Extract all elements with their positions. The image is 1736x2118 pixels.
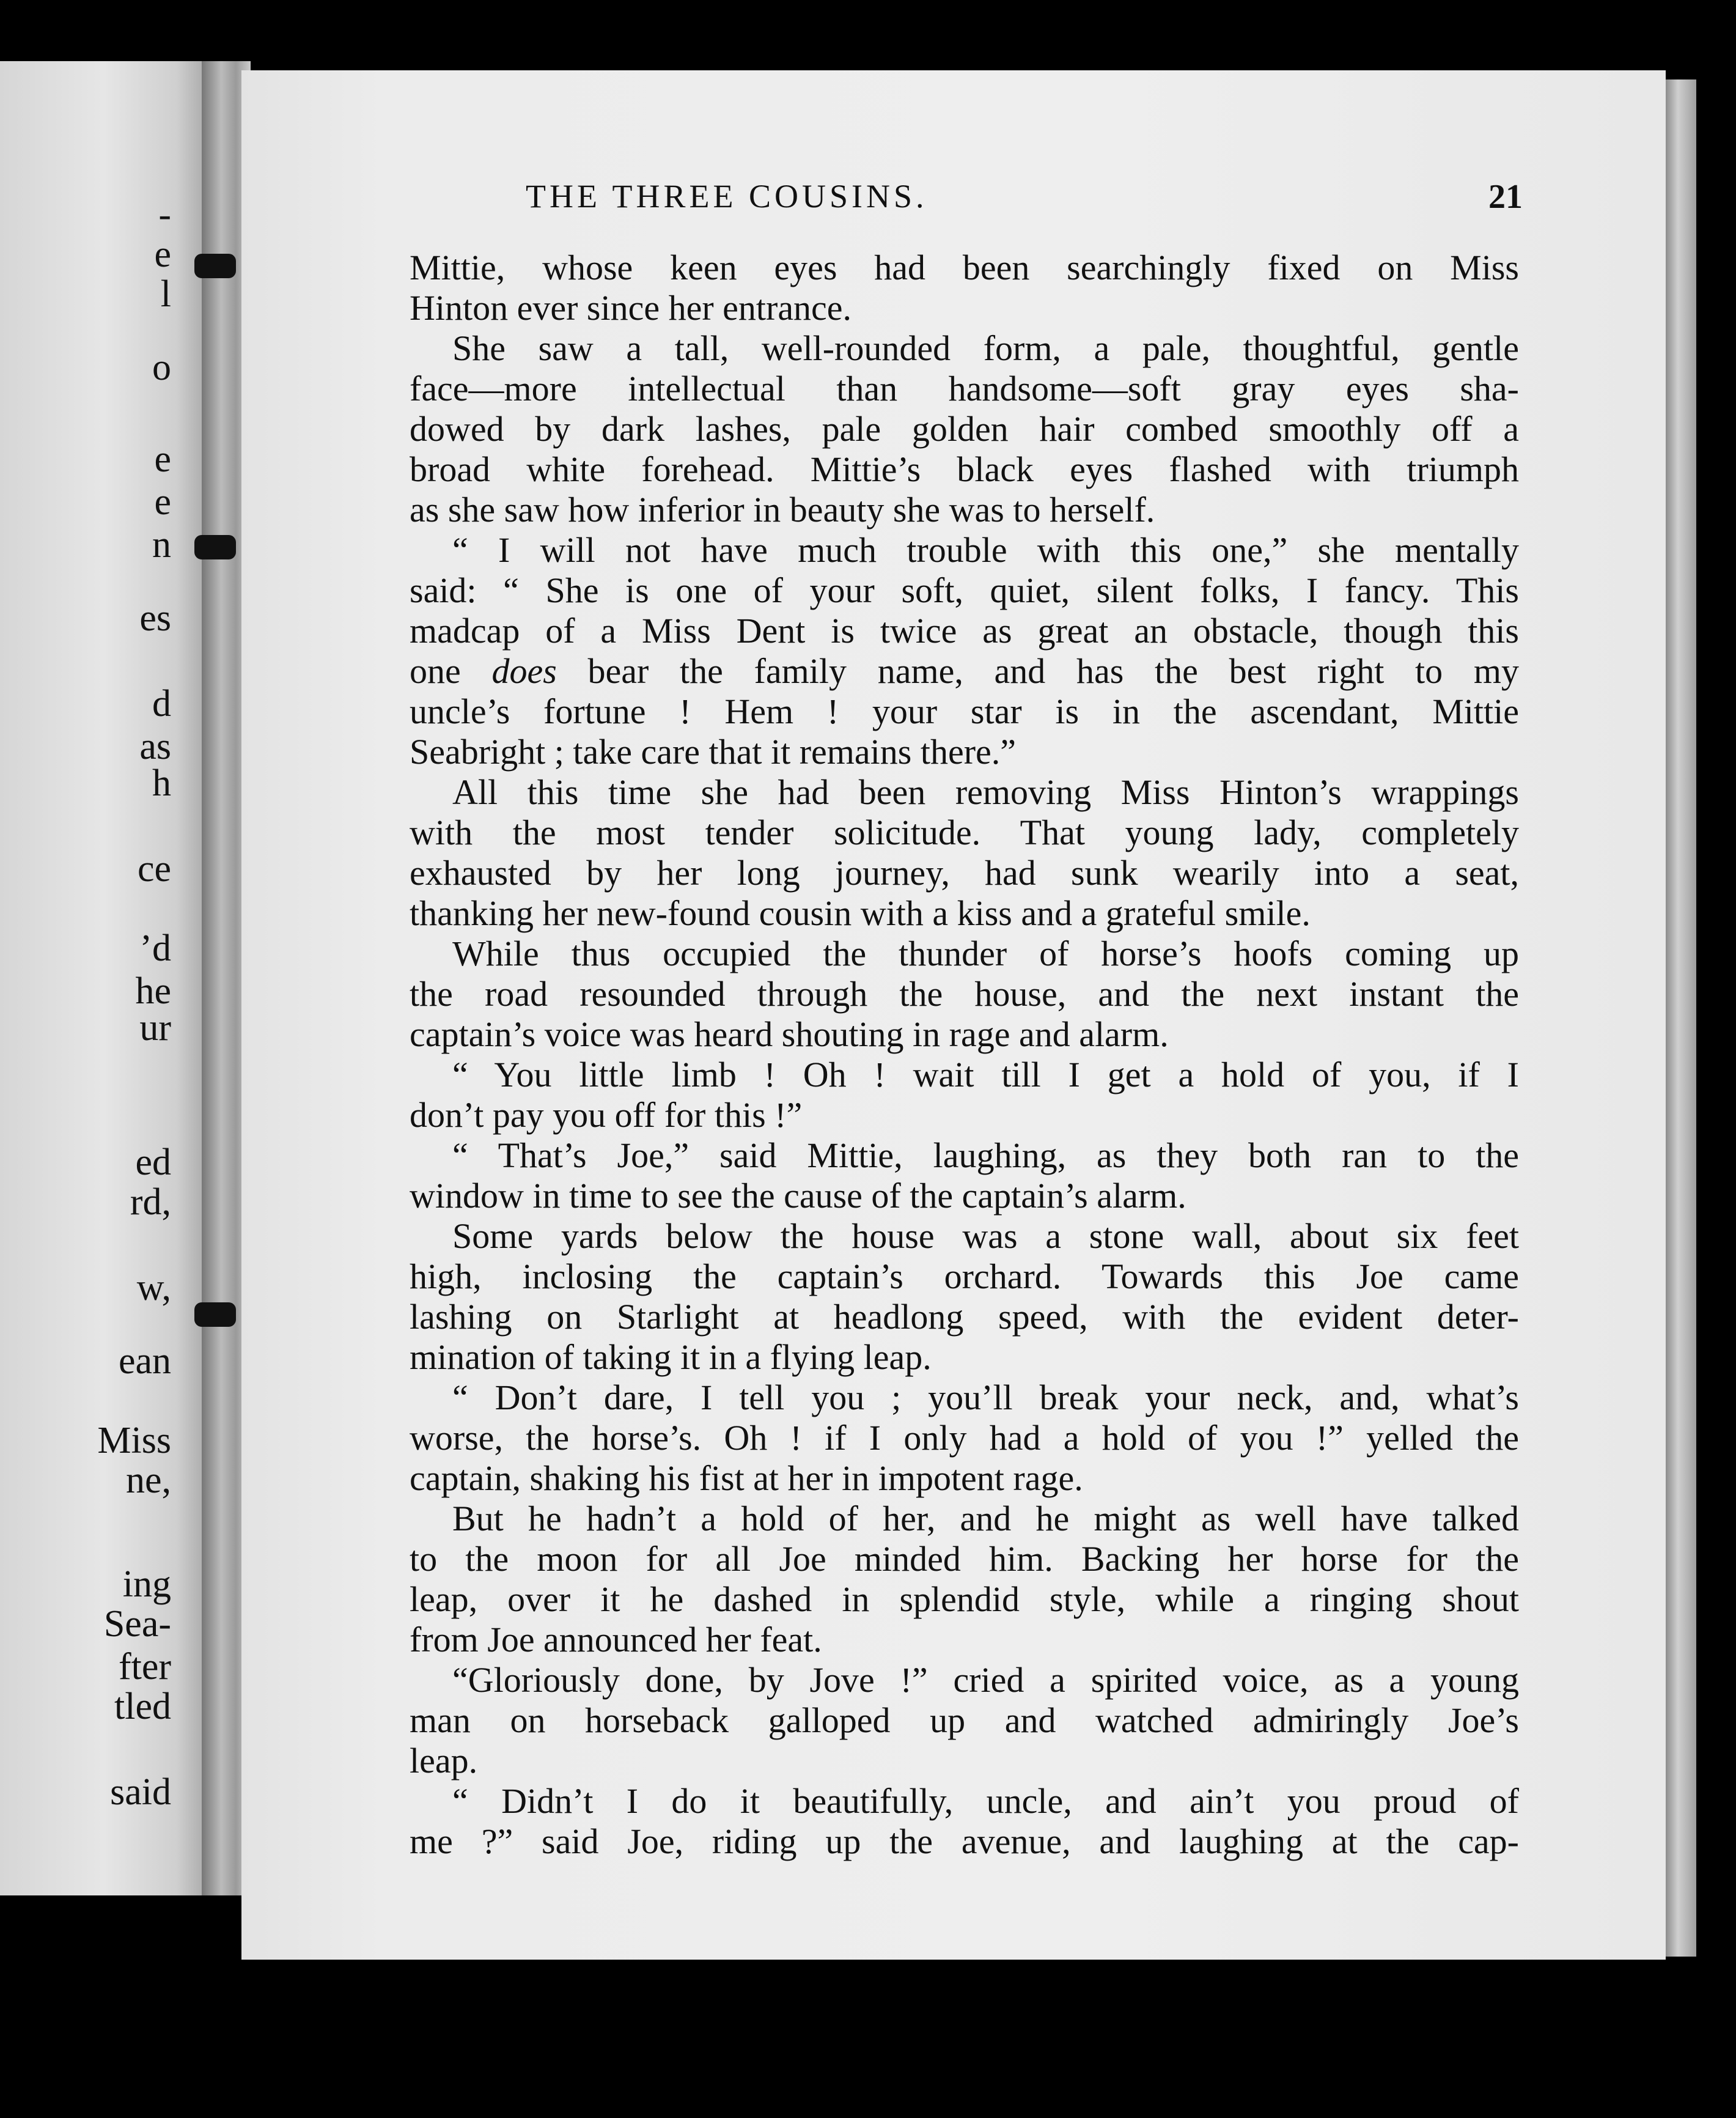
text-line: “ Don’t dare, I tell you ; you’ll break your neck, and, what’s: [452, 1378, 1519, 1417]
text-line: leap, over it he dashed in splendid style, while a ringing shout: [410, 1579, 1519, 1619]
facing-page-fragment: Miss: [97, 1420, 171, 1461]
facing-page-fragment: as: [139, 726, 171, 767]
facing-page-fragment: Sea-: [103, 1603, 171, 1645]
text-line: said: “ She is one of your soft, quiet, silent folks, I fancy. This: [410, 570, 1519, 610]
facing-page: [0, 61, 208, 1895]
text-line: “Gloriously done, by Jove !” cried a spirited voice, as a young: [452, 1660, 1519, 1700]
facing-page-fragment: o: [152, 347, 171, 388]
text-line: me ?” said Joe, riding up the avenue, and laughing at the cap-: [410, 1821, 1519, 1861]
facing-page-fragment: said: [110, 1771, 171, 1813]
text-line: to the moon for all Joe minded him. Backing her horse for the: [410, 1539, 1519, 1579]
facing-page-fragment: w,: [136, 1267, 171, 1308]
facing-page-fragment: rd,: [130, 1181, 171, 1223]
facing-page-fragment: ce: [137, 848, 171, 890]
text-line: “ That’s Joe,” said Mittie, laughing, as they both ran to the: [452, 1135, 1519, 1175]
text-line: thanking her new-found cousin with a kiss and a grateful smile.: [410, 893, 1311, 933]
facing-page-fragment: ed: [135, 1142, 171, 1183]
text-line: lashing on Starlight at headlong speed, with the evident deter-: [410, 1297, 1519, 1337]
text-line: But he hadn’t a hold of her, and he might as well have talked: [452, 1499, 1519, 1538]
text-line: one does bear the family name, and has the best right to my: [410, 651, 1519, 691]
running-head: THE THREE COUSINS.: [526, 178, 928, 215]
text-line: dowed by dark lashes, pale golden hair combed smoothly off a: [410, 409, 1519, 449]
facing-page-fragment: e: [154, 438, 171, 480]
page-number: 21: [1488, 178, 1523, 216]
text-line: from Joe announced her feat.: [410, 1620, 822, 1659]
text-line: All this time she had been removing Miss Hinton’s wrappings: [452, 772, 1519, 812]
text-line: face—more intellectual than handsome—soft gray eyes sha-: [410, 369, 1519, 408]
text-line: Hinton ever since her entrance.: [410, 288, 852, 328]
page-edge: [1666, 79, 1696, 1957]
text-line: leap.: [410, 1741, 478, 1780]
text-line: worse, the horse’s. Oh ! if I only had a hold of you !” yelled the: [410, 1418, 1519, 1458]
text-line: with the most tender solicitude. That young lady, completely: [410, 813, 1519, 852]
text-line: Some yards below the house was a stone wall, about six feet: [452, 1216, 1519, 1256]
text-line: madcap of a Miss Dent is twice as great an obstacle, though this: [410, 611, 1519, 651]
text-line: man on horseback galloped up and watched admiringly Joe’s: [410, 1700, 1519, 1740]
text-line: high, inclosing the captain’s orchard. Towards this Joe came: [410, 1256, 1519, 1296]
text-line: broad white forehead. Mittie’s black eyes flashed with triumph: [410, 449, 1519, 489]
facing-page-fragment: ing: [122, 1563, 171, 1605]
facing-page-fragment: d: [152, 683, 171, 725]
facing-page-fragment: e: [154, 481, 171, 523]
facing-page-fragment: fter: [118, 1646, 171, 1688]
facing-page-fragment: ’d: [139, 928, 171, 969]
text-line: Seabright ; take care that it remains there.”: [410, 732, 1017, 772]
text-line: “ Didn’t I do it beautifully, uncle, and ain’t you proud of: [452, 1781, 1519, 1821]
facing-page-fragment: es: [139, 597, 171, 639]
facing-page-fragment: tled: [114, 1686, 171, 1727]
text-line: don’t pay you off for this !”: [410, 1095, 803, 1135]
facing-page-fragment: e: [154, 234, 171, 275]
facing-page-fragment: n: [152, 524, 171, 566]
text-line: as she saw how inferior in beauty she was to herself.: [410, 490, 1155, 530]
text-line: “ I will not have much trouble with this one,” she mentally: [452, 530, 1519, 570]
text-line: She saw a tall, well-rounded form, a pale, thoughtful, gentle: [452, 328, 1519, 368]
text-line: Mittie, whose keen eyes had been searchingly fixed on Miss: [410, 248, 1519, 287]
binding-stitch: [194, 535, 236, 559]
binding-stitch: [194, 1302, 236, 1327]
text-line: captain’s voice was heard shouting in rage and alarm.: [410, 1014, 1169, 1054]
text-line: captain, shaking his fist at her in impotent rage.: [410, 1458, 1083, 1498]
facing-page-fragment: he: [135, 970, 171, 1012]
text-line: uncle’s fortune ! Hem ! your star is in the ascendant, Mittie: [410, 692, 1519, 731]
facing-page-fragment: ur: [139, 1007, 171, 1049]
text-line: exhausted by her long journey, had sunk wearily into a seat,: [410, 853, 1519, 893]
body-text: [410, 248, 1519, 1862]
facing-page-fragment: ne,: [125, 1459, 171, 1501]
facing-page-fragment: -: [158, 194, 171, 235]
facing-page-fragment: ean: [118, 1340, 171, 1382]
text-line: While thus occupied the thunder of horse’s hoofs coming up: [452, 934, 1519, 973]
text-line: “ You little limb ! Oh ! wait till I get a hold of you, if I: [452, 1055, 1519, 1094]
text-line: the road resounded through the house, and the next instant the: [410, 974, 1519, 1014]
text-line: mination of taking it in a flying leap.: [410, 1337, 932, 1377]
facing-page-fragment: h: [152, 762, 171, 804]
facing-page-fragment: l: [160, 273, 171, 315]
binding-stitch: [194, 254, 236, 278]
text-line: window in time to see the cause of the captain’s alarm.: [410, 1176, 1186, 1216]
